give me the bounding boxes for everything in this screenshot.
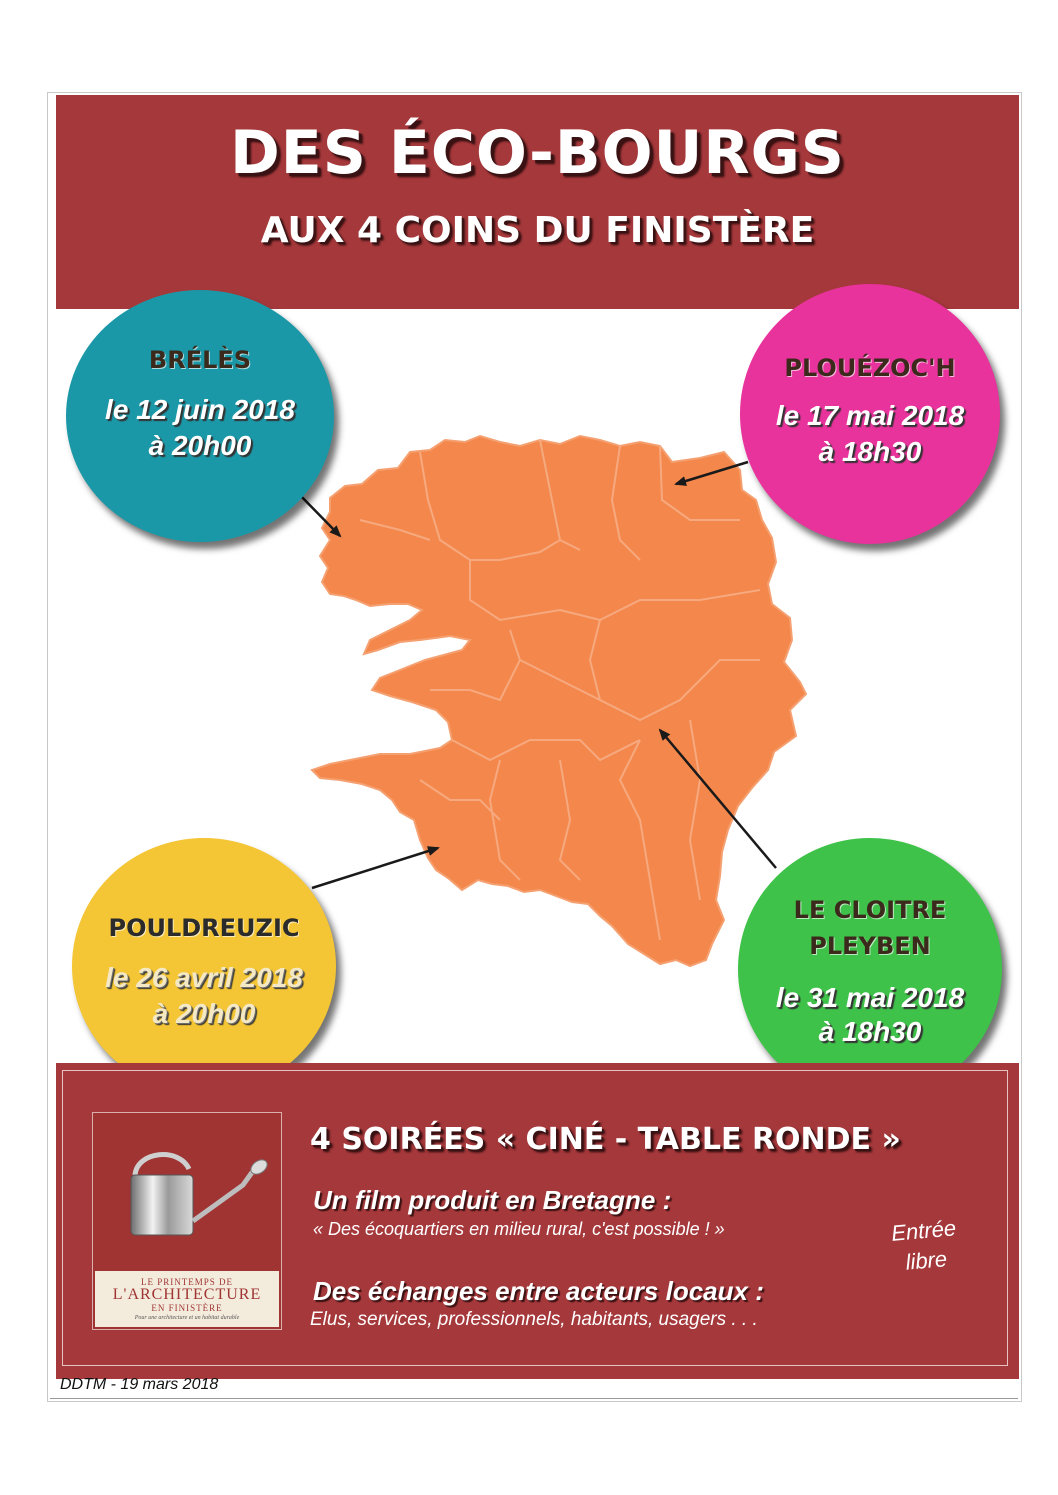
event-bubble-plouezoch [740,284,1000,544]
event-bubble-le-cloitre-pleyben [738,838,1002,1100]
program-headline: 4 SOIRÉES « CINÉ - TABLE RONDE » [310,1122,901,1157]
free-entry-note [873,1212,978,1280]
exchange-body: Elus, services, professionnels, habitants, usagers . . . [310,1309,758,1330]
film-heading: Un film produit en Bretagne : [313,1185,672,1215]
event-city-line2: PLEYBEN [809,932,931,960]
arrow-pouldreuzic [312,848,438,888]
event-city: BRÉLÈS [148,346,252,374]
exchange-heading: Des échanges entre acteurs locaux : [313,1276,764,1306]
page-title: DES ÉCO-BOURGS [229,118,846,188]
event-bubble-pouldreuzic [72,838,336,1094]
poster-line2: L'ARCHITECTURE [112,1286,262,1303]
event-city: PLOUÉZOC'H [784,354,956,382]
footer-divider [50,1398,1018,1399]
watering-can-icon [93,1113,282,1273]
event-time: à 20h00 [148,430,252,461]
page-subtitle: AUX 4 COINS DU FINISTÈRE [260,210,815,251]
poster-line3: EN FINISTÈRE [151,1303,223,1313]
event-city: POULDREUZIC [108,914,300,942]
event-time: à 18h30 [818,436,922,467]
poster-line4: Pour une architecture et un habitat durable [134,1315,240,1321]
event-date: le 17 mai 2018 [775,400,965,431]
event-date: le 31 mai 2018 [775,982,965,1013]
event-date: le 26 avril 2018 [105,962,303,993]
event-city-line1: LE CLOITRE [793,896,947,924]
footer-note: DDTM - 19 mars 2018 [60,1376,219,1393]
event-bubble-breles [66,290,334,542]
map-shape [312,436,806,966]
architecture-poster [92,1112,282,1330]
event-date: le 12 juin 2018 [105,394,295,425]
event-time: à 20h00 [152,998,256,1029]
film-title: « Des écoquartiers en milieu rural, c'est possible ! » [313,1219,725,1239]
event-time: à 18h30 [818,1016,922,1047]
poster-line1: LE PRINTEMPS DE [140,1277,233,1287]
poster-caption [95,1271,279,1327]
entry-line2: libre [904,1246,949,1275]
entry-line1: Entrée [890,1215,958,1246]
